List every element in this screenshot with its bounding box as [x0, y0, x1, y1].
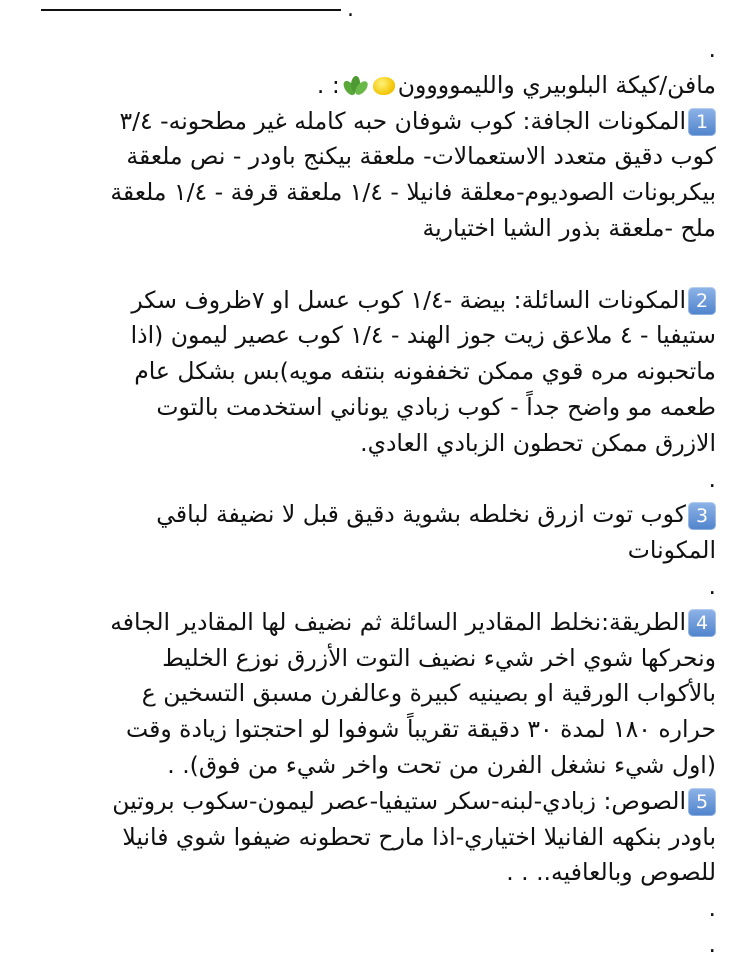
- herb-icon: [343, 74, 367, 98]
- section-1-line-4: ملح -ملعقة بذور الشيا اختيارية: [422, 213, 716, 242]
- section-2-line-2: ستيفيا - ٤ ملاعق زيت جوز الهند - ١/٤ كوب عصير ليمون (اذا: [130, 321, 716, 350]
- lemon-icon: [373, 77, 395, 95]
- section-4-line-3: بالأكواب الورقية او بصينيه كبيرة وعالفرن مسبق التسخين ع: [141, 679, 716, 708]
- section-4-line-4: حراره ١٨٠ لمدة ٣٠ دقيقة تقريباً شوفوا لو احتجتوا زيادة وقت: [126, 715, 716, 744]
- title-text: مافن/كيكة البلوبيري والليموووون: [397, 70, 716, 99]
- section-5-line-2: باودر بنكهه الفانيلا اختياري-اذا مارح تحطونه ضيفوا شوي فانيلا: [122, 822, 716, 851]
- section-1-line-1: [28, 104, 716, 140]
- recipe-title: [28, 68, 716, 104]
- section-2-line-3: ماتحبونه مره قوي ممكن تخففونه بنتفه مويه)بس بشكل عام: [134, 357, 716, 386]
- section-2-line-5: الازرق ممكن تحطون الزبادي العادي.: [360, 428, 716, 457]
- section-5-text: الصوص: زبادي-لبنه-سكر ستيفيا-عصر ليمون-سكوب بروتين: [112, 786, 686, 815]
- section-1-line-3: بيكربونات الصوديوم-معلقة فانيلا - ١/٤ ملعقة قرفة - ١/٤ ملعقة: [110, 178, 716, 207]
- section-2-line-1: [28, 283, 716, 319]
- keycap-1-icon: 1: [688, 108, 716, 136]
- section-3-line-2: المكونات: [627, 536, 716, 565]
- spacer-dot: .: [708, 464, 716, 493]
- section-4-line-5: (اول شيء نشغل الفرن من تحت واخر شيء من فوق). .: [167, 750, 716, 779]
- keycap-2-icon: 2: [688, 287, 716, 315]
- spacer-dot: .: [708, 35, 716, 63]
- recipe-text: [28, 32, 716, 963]
- section-4-line-1: [28, 605, 716, 641]
- keycap-3-icon: 3: [688, 502, 716, 530]
- separator-dot: .: [347, 0, 354, 22]
- section-2-line-4: طعمه مو واضح جداً - كوب زبادي يوناني استخدمت بالتوت: [156, 392, 716, 421]
- title-suffix: : .: [316, 70, 340, 99]
- section-1-text: المكونات الجافة: كوب شوفان حبه كامله غير مطحونه- ٣/٤: [119, 106, 686, 135]
- blank-line: [28, 247, 716, 283]
- section-5-line-3: للصوص وبالعافيه.. . .: [506, 858, 716, 887]
- separator-line: [41, 0, 354, 20]
- section-5-line-1: [28, 784, 716, 820]
- section-4-text: الطريقة:نخلط المقادير السائلة ثم نضيف لها المقادير الجافه: [110, 607, 686, 636]
- keycap-5-icon: 5: [688, 788, 716, 816]
- spacer-dot: .: [708, 894, 716, 923]
- spacer-dot: .: [708, 929, 716, 958]
- section-3-text: كوب توت ازرق نخلطه بشوية دقيق قبل لا نضيفة لباقي: [156, 500, 686, 529]
- section-4-line-2: ونحركها شوي اخر شيء نضيف التوت الأزرق نوزع الخليط: [162, 643, 716, 672]
- keycap-4-icon: 4: [688, 609, 716, 637]
- section-2-text: المكونات السائلة: بيضة -١/٤ كوب عسل او ٧ظروف سكر: [131, 285, 686, 314]
- separator-bar: [41, 9, 341, 11]
- section-3-line-1: [28, 497, 716, 533]
- spacer-dot: .: [708, 571, 716, 600]
- section-1-line-2: كوب دقيق متعدد الاستعمالات- ملعقة بيكنج باودر - نص ملعقة: [126, 142, 716, 171]
